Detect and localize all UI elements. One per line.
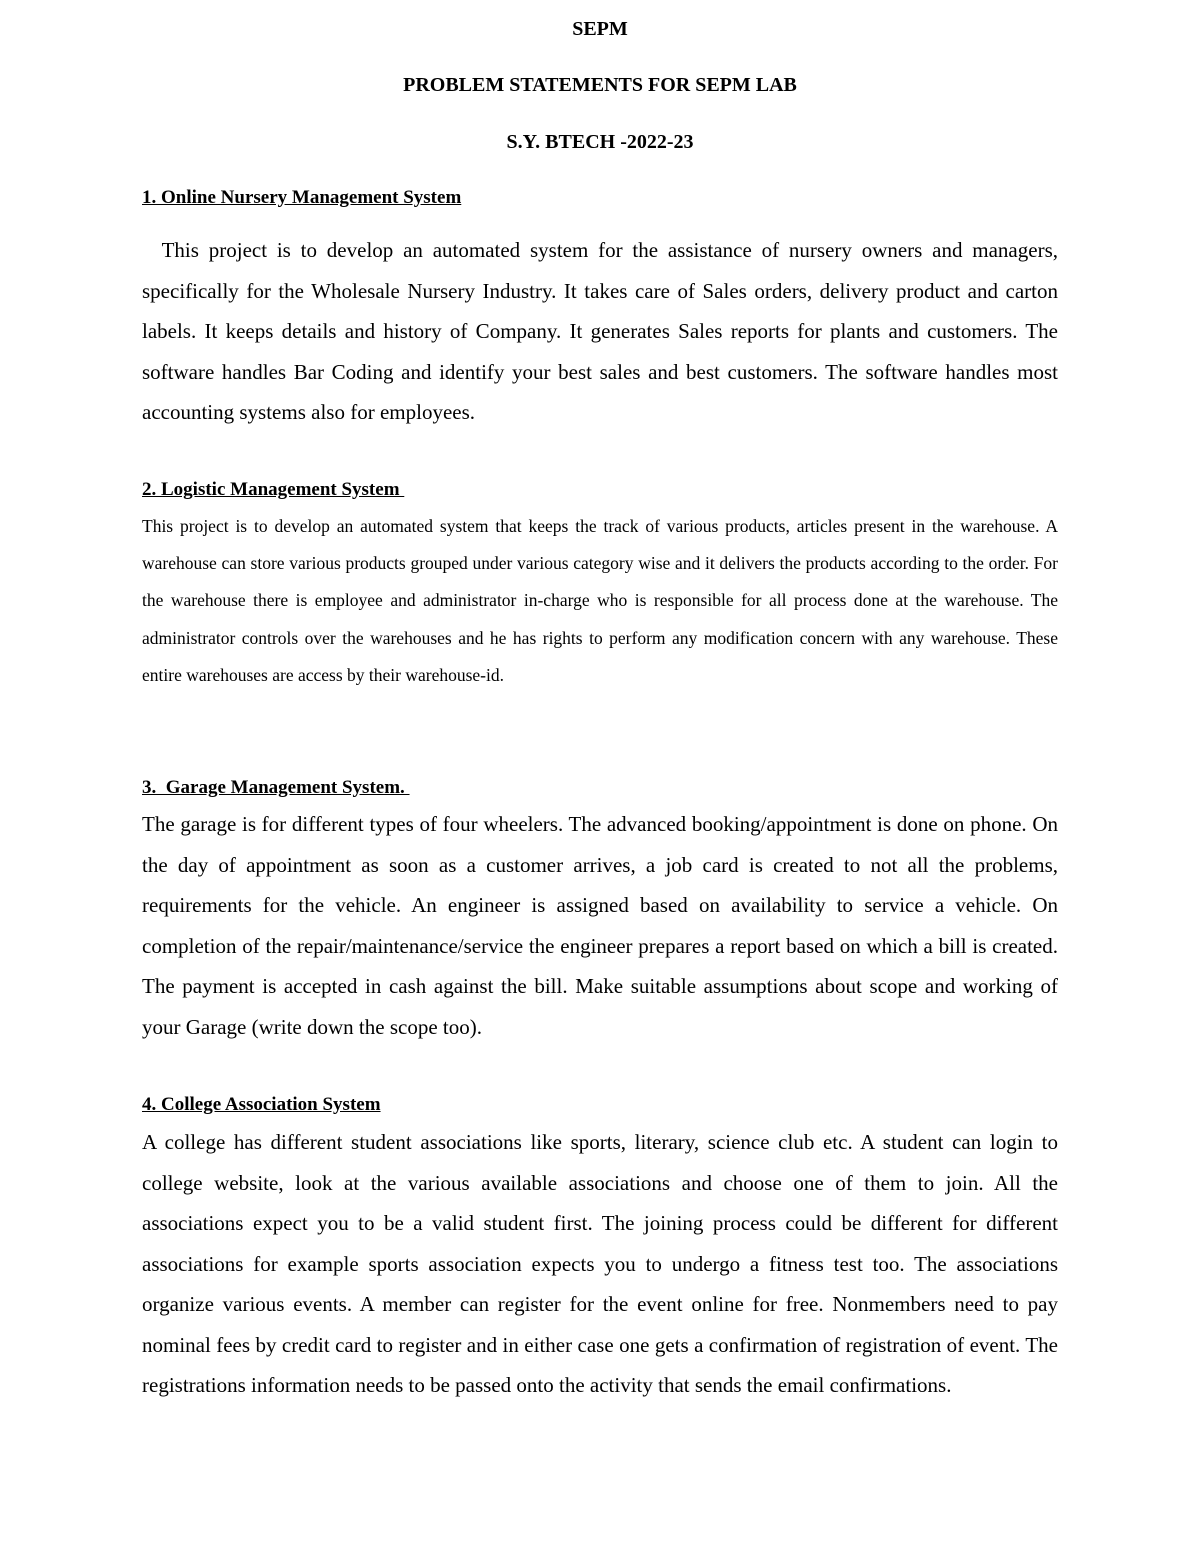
section-heading-college: 4. College Association System <box>142 1094 381 1115</box>
class-year: S.Y. BTECH -2022-23 <box>506 131 694 153</box>
document-subtitle: PROBLEM STATEMENTS FOR SEPM LAB <box>403 74 797 96</box>
section-heading-logistic: 2. Logistic Management System <box>142 479 405 500</box>
section-body-garage: The garage is for different types of four wheelers. The advanced booking/appointment is done on phone. On the day of appointment as soon as a customer arrives, a job card is created to not all the problems, requirements for the vehicle. An engineer is assigned based on availability to service a vehicle. On completion of the repair/maintenance/service the engineer prepares a report based on which a bill is created. The payment is accepted in cash against the bill. Make suitable assumptions about scope and working of your Garage (write down the scope too). <box>142 812 1058 1039</box>
section-body-nursery: This project is to develop an automated system for the assistance of nursery owners and managers, specifically for the Wholesale Nursery Industry. It takes care of Sales orders, delivery product and carton labels. It keeps details and history of Company. It generates Sales reports for plants and customers. The software handles Bar Coding and identify your best sales and best customers. The software handles most accounting systems also for employees. <box>142 238 1064 424</box>
document-title: SEPM <box>572 18 628 40</box>
section-heading-garage: 3. Garage Management System. <box>142 777 410 798</box>
section-heading-nursery: 1. Online Nursery Management System <box>142 187 462 208</box>
section-body-logistic: This project is to develop an automated system that keeps the track of various products, articles present in the warehouse. A warehouse can store various products grouped under various category wise and it delivers the products according to the order. For the warehouse there is employee and administrator in-charge who is responsible for all process done at the warehouse. The administrator controls over the warehouses and he has rights to perform any modification concern with any warehouse. These entire warehouses are access by their warehouse-id. <box>142 516 1058 685</box>
section-body-college: A college has different student associations like sports, literary, science club etc. A student can login to college website, look at the various available associations and choose one of them to join. All the associations expect you to be a valid student first. The joining process could be different for different associations for example sports association expects you to undergo a fitness test too. The associations organize various events. A member can register for the event online for free. Nonmembers need to pay nominal fees by credit card to register and in either case one gets a confirmation of registration of event. The registrations information needs to be passed onto the activity that sends the email confirmations. <box>142 1130 1058 1397</box>
